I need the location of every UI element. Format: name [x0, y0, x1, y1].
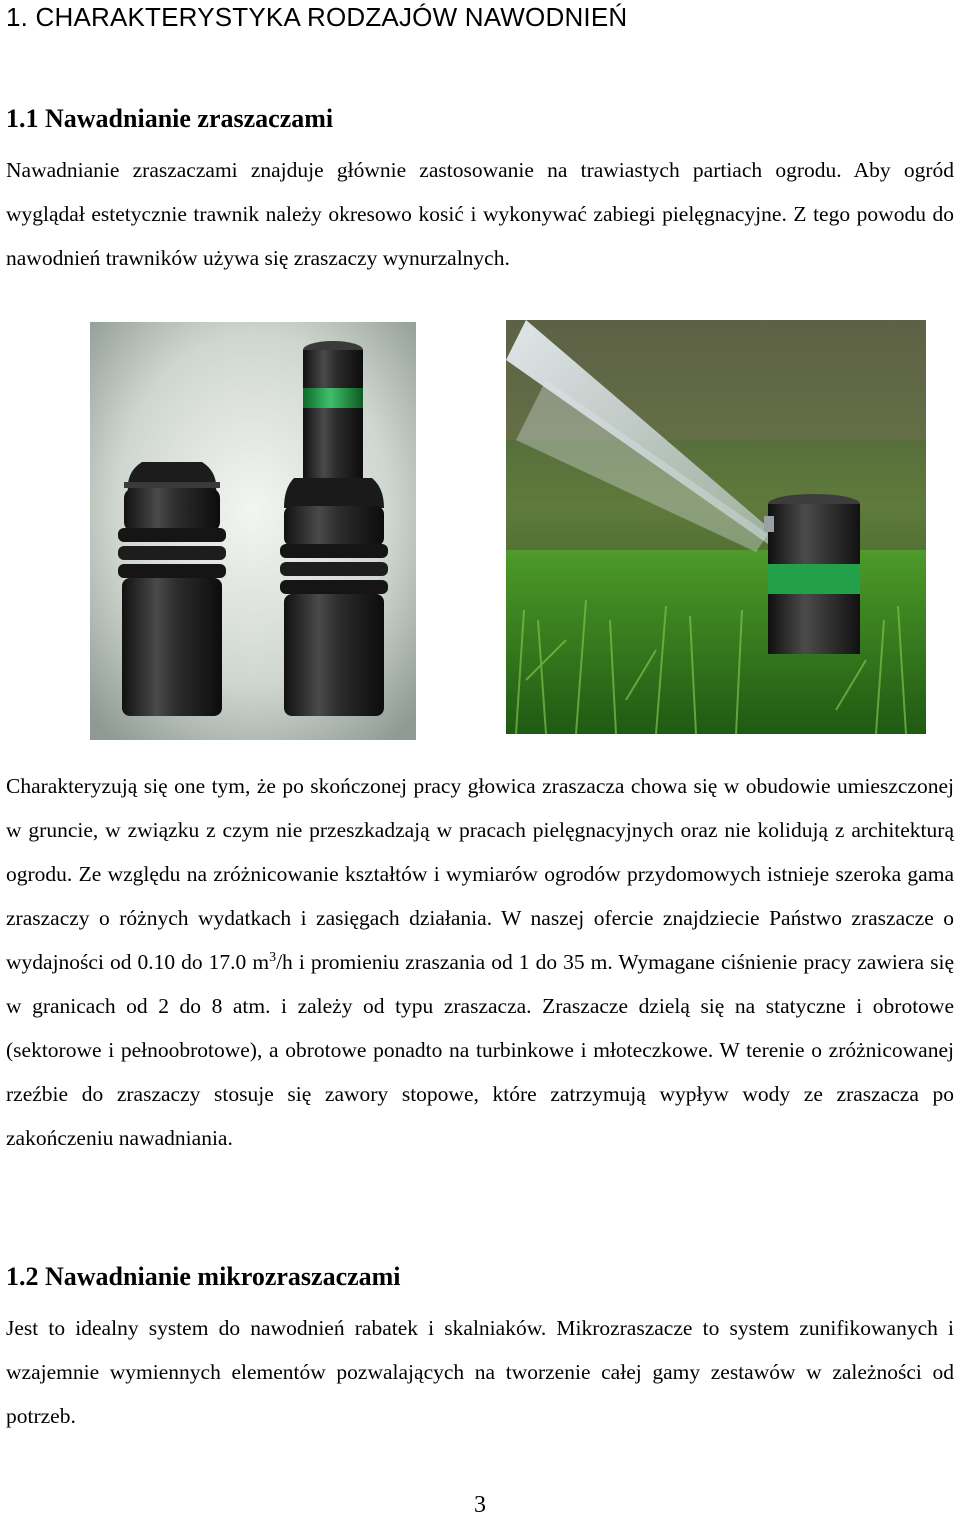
page-number: 3: [474, 1492, 486, 1518]
sprinkler-spray-illustration: [506, 320, 926, 734]
section-1-body: Charakteryzują się one tym, że po skończonej pracy głowica zraszacza chowa się w obudowie umieszczonej w gruncie, w związku z czym nie przeszkadzają w pracach pielęgnacyjnych oraz nie kolidują z architekturą ogrodu. Ze względu na zróżnicowanie kształtów i wymiarów ogrodów przydomowych istnieje szeroka gama zraszaczy o różnych wydatkach i zasięgach działania. W naszej ofercie znajdziecie Państwo zraszacze o wydajności od 0.10 do 17.0 $m^3/h$ i promieniu zraszania od 1 do 35 m. Wymagane ciśnienie pracy zawiera się w granicach od 2 do 8 atm. i zależy od typu zraszacza. Zraszacze dzielą się na statyczne i obrotowe (sektorowe i pełnoobrotowe), a obrotowe ponadto na turbinkowe i młoteczkowe. W terenie o zróżnicowanej rzeźbie do zraszaczy stosuje się zawory stopowe, które zatrzymują wypływ wody ze zraszacza po zakończeniu nawadniania.: [6, 774, 954, 1150]
sprinkler-bodies-illustration: [90, 322, 416, 740]
sprinkler-bodies-photo: [90, 322, 416, 740]
page-heading: 1. CHARAKTERYSTYKA RODZAJÓW NAWODNIEŃ: [6, 2, 628, 32]
section-1-intro: Nawadnianie zraszaczami znajduje głównie zastosowanie na trawiastych partiach ogrodu. Aby ogród wyglądał estetycznie trawnik należy okresowo kosić i wykonywać zabiegi pielęgnacyjne. Z tego powodu do nawodnień trawników używa się zraszaczy wynurzalnych.: [6, 158, 954, 270]
sprinkler-head-icon: [764, 494, 860, 654]
section-1-title: 1.1 Nawadnianie zraszaczami: [6, 104, 334, 133]
section-2-title: 1.2 Nawadnianie mikrozraszaczami: [6, 1262, 401, 1291]
superscript-3: 3: [269, 949, 277, 965]
section-2-text: Jest to idealny system do nawodnień rabatek i skalniaków. Mikrozraszacze to system zunifikowanych i wzajemnie wymiennych elementów pozwalających na tworzenie całej gamy zestawów w zależności od potrzeb.: [6, 1316, 954, 1428]
short-sprinkler-icon: [118, 462, 226, 716]
sprinkler-lawn-photo: [506, 320, 926, 734]
